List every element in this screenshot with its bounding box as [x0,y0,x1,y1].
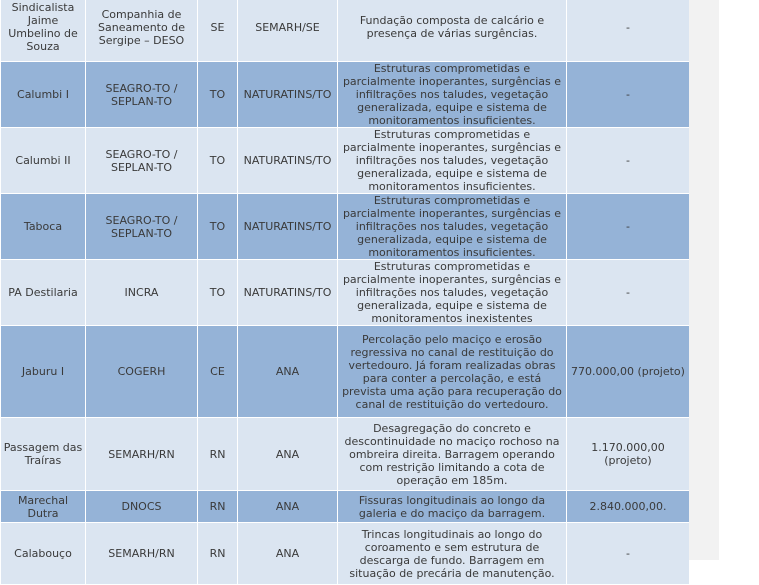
cell-orgao: NATURATINS/TO [238,260,338,326]
cell-uf: TO [198,260,238,326]
cell-empreendedor: SEMARH/RN [86,418,198,491]
cell-valor: - [567,523,690,585]
cell-empreendedor: SEAGRO-TO / SEPLAN-TO [86,128,198,194]
cell-uf: TO [198,194,238,260]
cell-descricao: Trincas longitudinais ao longo do coroamento e sem estrutura de descarga de fundo. Barragem em situação de precária de manutenção. [338,523,567,585]
cell-orgao: NATURATINS/TO [238,128,338,194]
cell-empreendedor: COGERH [86,326,198,418]
cell-barragem: Sindicalista Jaime Umbelino de Souza [1,0,86,62]
cell-orgao: ANA [238,418,338,491]
cell-valor: 1.170.000,00 (projeto) [567,418,690,491]
cell-valor: - [567,260,690,326]
table-row [1,260,690,326]
cell-barragem: PA Destilaria [1,260,86,326]
cell-uf: SE [198,0,238,62]
cell-barragem: Passagem das Traíras [1,418,86,491]
cell-valor: - [567,62,690,128]
side-panel [689,0,719,560]
cell-barragem: Jaburu I [1,326,86,418]
cell-barragem: Calabouço [1,523,86,585]
cell-uf: RN [198,418,238,491]
cell-barragem: Taboca [1,194,86,260]
cell-empreendedor: SEAGRO-TO / SEPLAN-TO [86,62,198,128]
table-row [1,0,690,62]
cell-orgao: SEMARH/SE [238,0,338,62]
cell-uf: TO [198,62,238,128]
cell-uf: TO [198,128,238,194]
table-row [1,523,690,585]
table-row [1,128,690,194]
cell-empreendedor: SEAGRO-TO / SEPLAN-TO [86,194,198,260]
cell-valor: 770.000,00 (projeto) [567,326,690,418]
cell-valor: - [567,0,690,62]
cell-descricao: Estruturas comprometidas e parcialmente inoperantes, surgências e infiltrações nos taludes, vegetação generalizada, equipe e sistema de monitoramentos insuficientes. [338,194,567,260]
table-row [1,418,690,491]
cell-valor: 2.840.000,00. [567,491,690,523]
cell-descricao: Fissuras longitudinais ao longo da galeria e do maciço da barragem. [338,491,567,523]
cell-orgao: ANA [238,523,338,585]
cell-descricao: Percolação pelo maciço e erosão regressiva no canal de restituição do vertedouro. Já foram realizadas obras para conter a percolação, e está prevista uma ação para recuperação do canal de restituição do vertedouro. [338,326,567,418]
cell-barragem: Calumbi I [1,62,86,128]
cell-descricao: Estruturas comprometidas e parcialmente inoperantes, surgências e infiltrações nos taludes, vegetação generalizada, equipe e sistema de monitoramentos insuficientes. [338,62,567,128]
cell-uf: RN [198,523,238,585]
cell-valor: - [567,194,690,260]
cell-descricao: Estruturas comprometidas e parcialmente inoperantes, surgências e infiltrações nos taludes, vegetação generalizada, equipe e sistema de monitoramentos insuficientes. [338,128,567,194]
cell-empreendedor: Companhia de Saneamento de Sergipe – DESO [86,0,198,62]
table-row [1,326,690,418]
cell-descricao: Fundação composta de calcário e presença de várias surgências. [338,0,567,62]
table-row [1,62,690,128]
table-row [1,491,690,523]
cell-uf: CE [198,326,238,418]
cell-barragem: Marechal Dutra [1,491,86,523]
cell-orgao: ANA [238,326,338,418]
cell-barragem: Calumbi II [1,128,86,194]
cell-orgao: ANA [238,491,338,523]
cell-descricao: Desagregação do concreto e descontinuidade no maciço rochoso na ombreira direita. Barragem operando com restrição limitando a cota de operação em 185m. [338,418,567,491]
cell-uf: RN [198,491,238,523]
cell-orgao: NATURATINS/TO [238,62,338,128]
cell-empreendedor: DNOCS [86,491,198,523]
cell-empreendedor: INCRA [86,260,198,326]
cell-orgao: NATURATINS/TO [238,194,338,260]
table-row [1,194,690,260]
cell-empreendedor: SEMARH/RN [86,523,198,585]
cell-valor: - [567,128,690,194]
cell-descricao: Estruturas comprometidas e parcialmente inoperantes, surgências e infiltrações nos taludes, vegetação generalizada, equipe e sistema de monitoramentos inexistentes [338,260,567,326]
